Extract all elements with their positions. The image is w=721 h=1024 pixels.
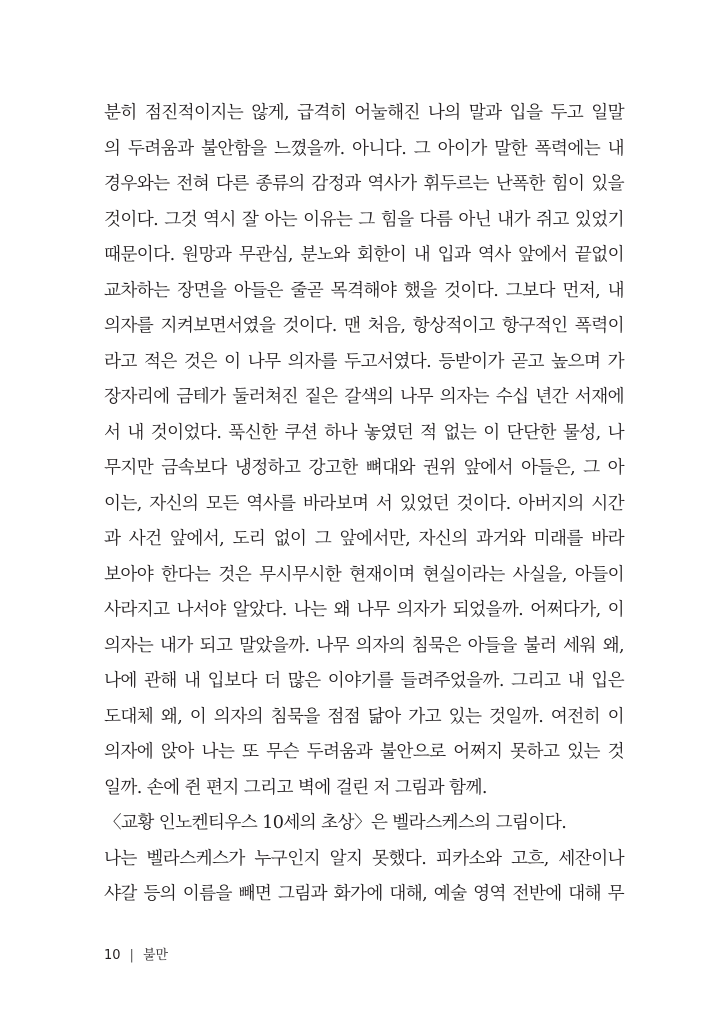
body-line-9: 장자리에 금테가 둘러쳐진 짙은 갈색의 나무 의자는 수십 년간 서재에 — [104, 387, 624, 407]
body-line-1: 분히 점진적이지는 않게, 급격히 어눌해진 나의 말과 입을 두고 일말 — [104, 103, 624, 123]
body-line-11: 무지만 금속보다 냉정하고 강고한 뼈대와 권위 앞에서 아들은, 그 아 — [104, 458, 624, 478]
body-line-22: 나는 벨라스케스가 누구인지 알지 못했다. 피카소와 고흐, 세잔이나 — [104, 848, 624, 869]
body-line-19: 의자에 앉아 나는 또 무슨 두려움과 불안으로 어쩌지 못하고 있는 것 — [104, 742, 624, 762]
body-line-18: 도대체 왜, 이 의자의 침묵을 점점 닮아 가고 있는 것일까. 여전히 이 — [104, 706, 624, 727]
body-line-5: 때문이다. 원망과 무관심, 분노와 회한이 내 입과 역사 앞에서 끝없이 — [104, 245, 624, 265]
body-line-4: 것이다. 그것 역시 잘 아는 이유는 그 힘을 다름 아닌 내가 쥐고 있었기 — [104, 209, 624, 230]
body-line-23: 샤갈 등의 이름을 빼면 그림과 화가에 대해, 예술 영역 전반에 대해 무 — [104, 884, 624, 904]
body-line-13: 과 사건 앞에서, 도리 없이 그 앞에서만, 자신의 과거와 미래를 바라 — [104, 529, 624, 549]
body-line-7: 의자를 지켜보면서였을 것이다. 맨 처음, 항상적이고 항구적인 폭력이 — [104, 316, 624, 336]
body-line-12: 이는, 자신의 모든 역사를 바라보며 서 있었던 것이다. 아버지의 시간 — [104, 493, 624, 514]
body-text — [104, 96, 624, 913]
body-line-20: 일까. 손에 쥔 편지 그리고 벽에 걸린 저 그림과 함께. — [104, 777, 487, 798]
footer-separator: | — [129, 948, 134, 963]
body-line-21: 〈교황 인노켄티우스 10세의 초상〉은 벨라스케스의 그림이다. — [104, 813, 567, 833]
body-line-14: 보아야 한다는 것은 무시무시한 현재이며 현실이라는 사실을, 아들이 — [104, 564, 624, 585]
body-line-6: 교차하는 장면을 아들은 줄곧 목격해야 했을 것이다. 그보다 먼저, 내 — [104, 280, 624, 301]
body-line-16: 의자는 내가 되고 말았을까. 나무 의자의 침묵은 아들을 불러 세워 왜, — [104, 635, 624, 656]
body-line-8: 라고 적은 것은 이 나무 의자를 두고서였다. 등받이가 곧고 높으며 가 — [104, 351, 624, 372]
body-line-3: 경우와는 전혀 다른 종류의 감정과 역사가 휘두르는 난폭한 힘이 있을 — [104, 174, 624, 194]
page-number: 10 — [104, 948, 121, 963]
body-line-2: 의 두려움과 불안함을 느꼈을까. 아니다. 그 아이가 말한 폭력에는 내 — [104, 138, 624, 159]
body-line-17: 나에 관해 내 입보다 더 많은 이야기를 들려주었을까. 그리고 내 입은 — [104, 671, 624, 691]
book-title: 불만 — [142, 948, 169, 963]
body-line-15: 사라지고 나서야 알았다. 나는 왜 나무 의자가 되었을까. 어쩌다가, 이 — [104, 600, 624, 620]
body-line-10: 서 내 것이었다. 푹신한 쿠션 하나 놓였던 적 없는 이 단단한 물성, 나 — [104, 422, 624, 443]
page-footer — [104, 944, 168, 963]
